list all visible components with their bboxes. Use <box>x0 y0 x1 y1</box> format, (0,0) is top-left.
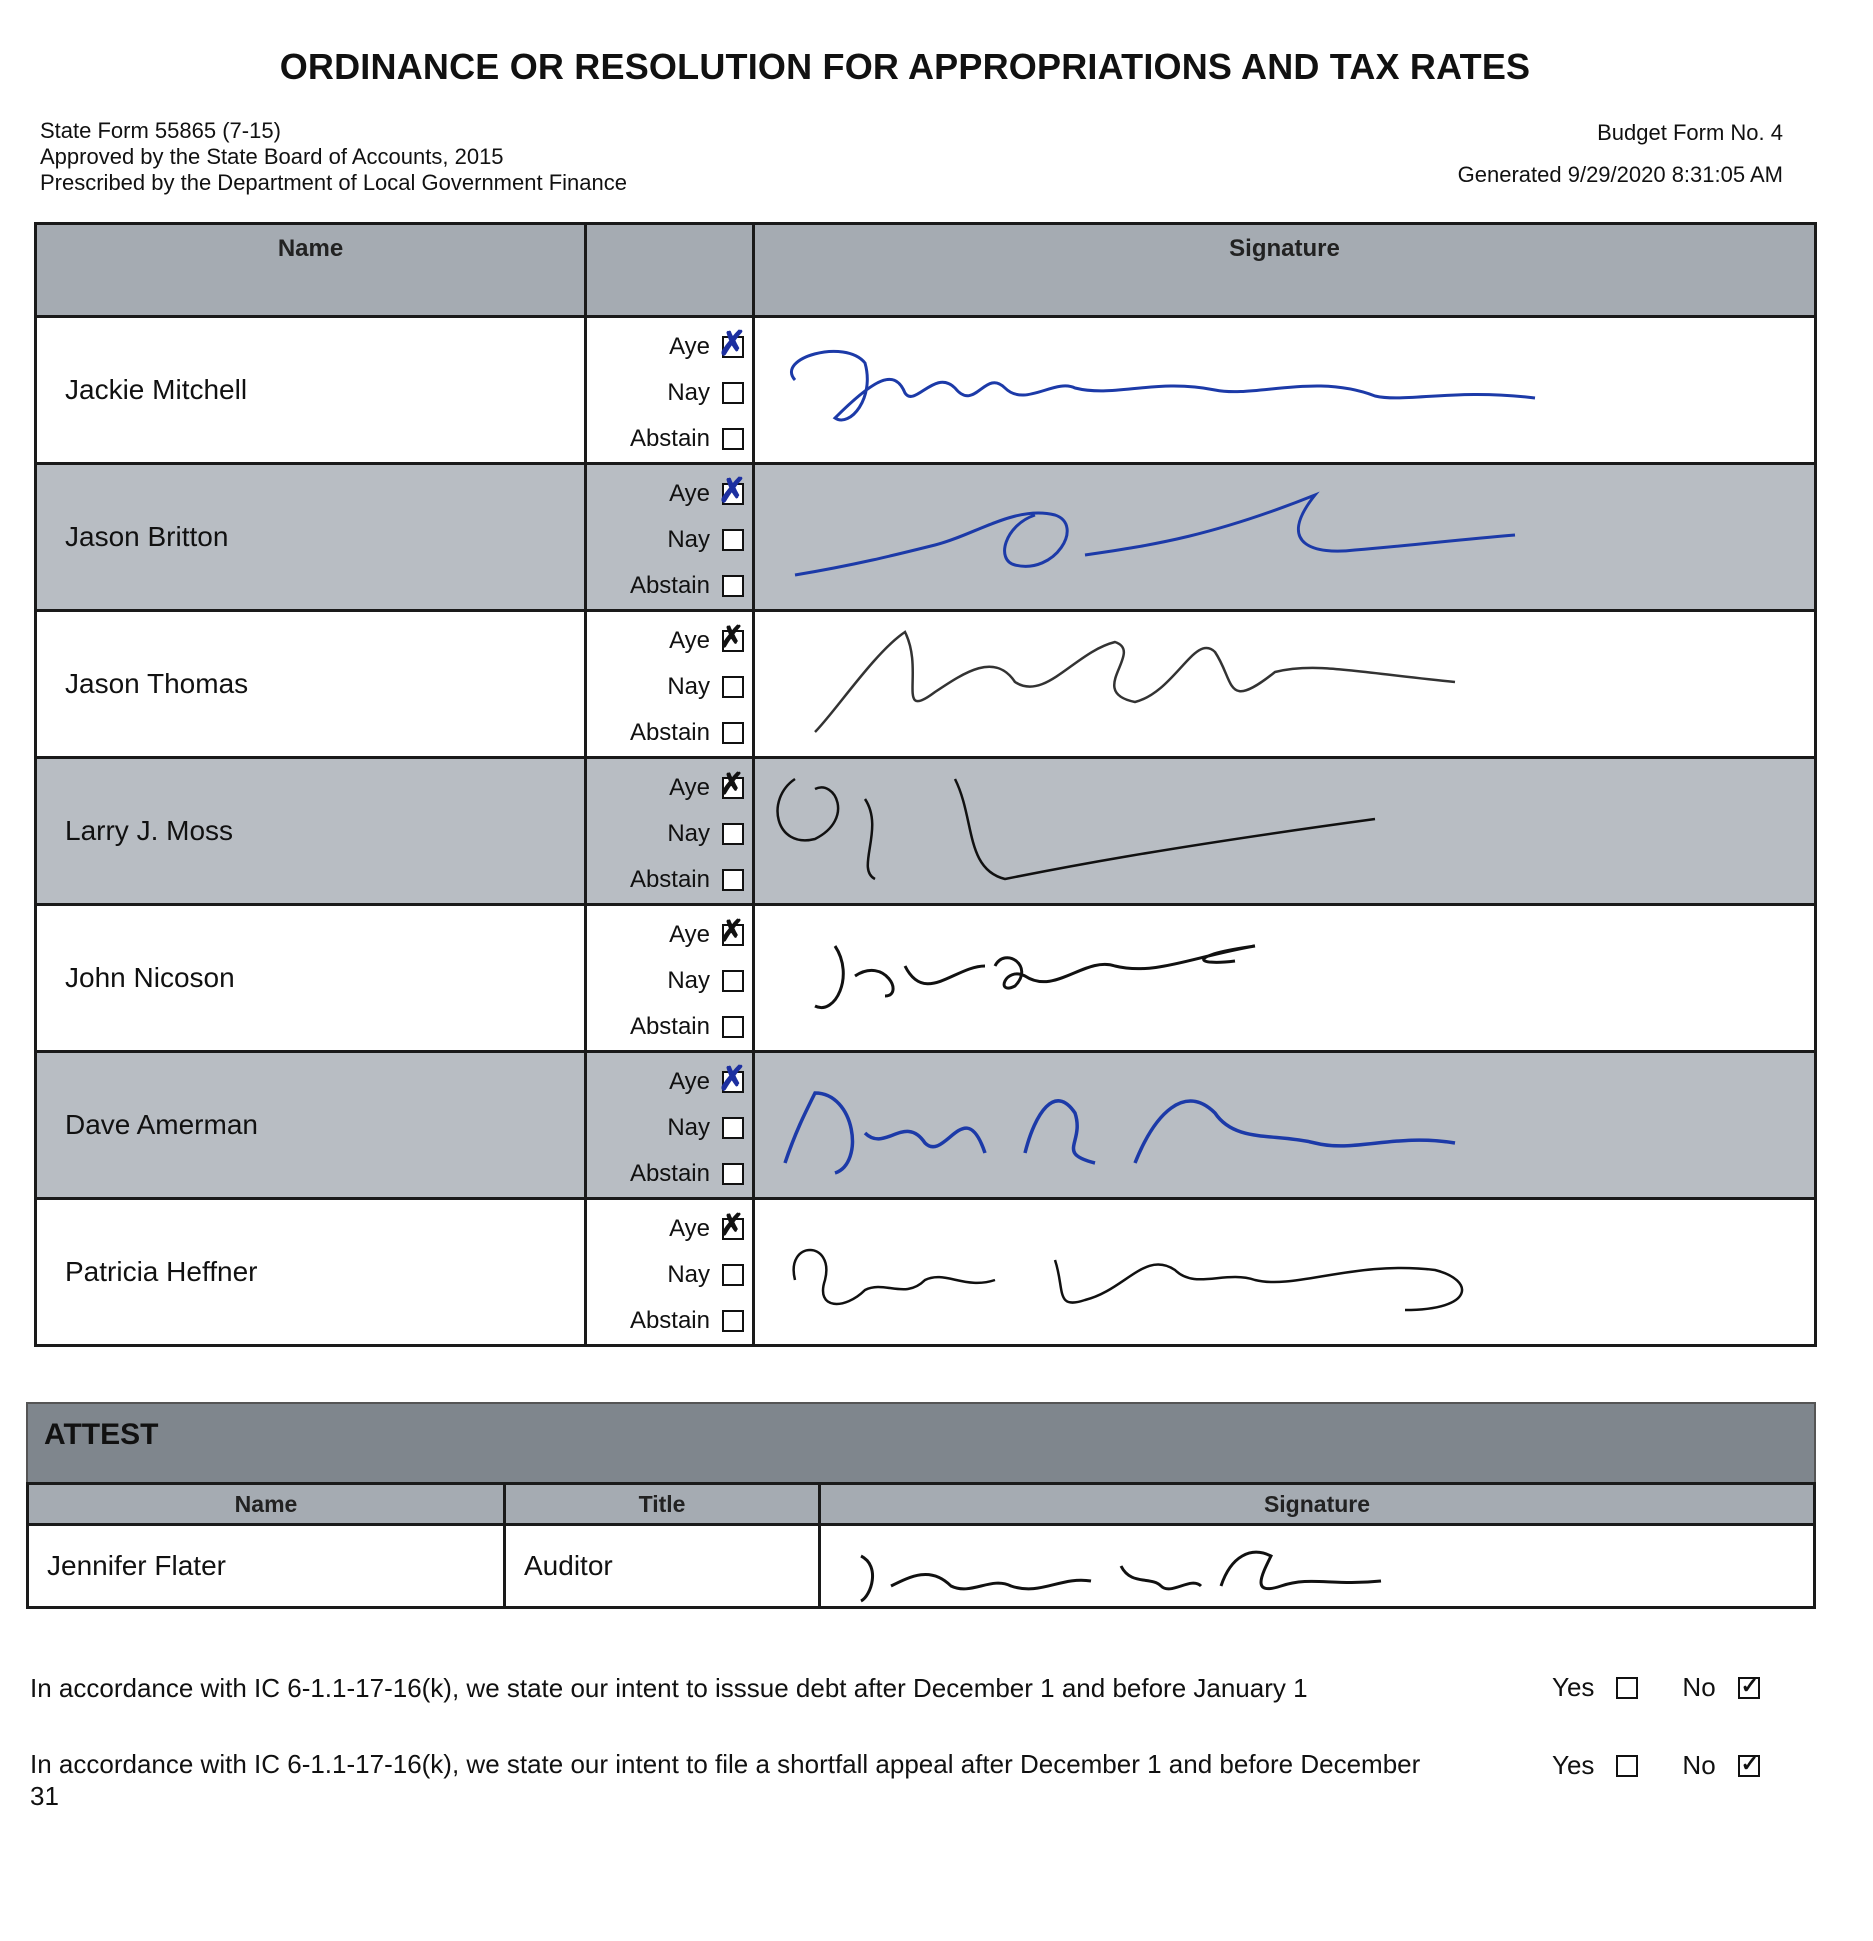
nay-label: Nay <box>667 820 710 847</box>
nay-label: Nay <box>667 526 710 553</box>
nay-checkbox[interactable] <box>722 1264 744 1286</box>
state-form-number: State Form 55865 (7-15) <box>40 118 281 143</box>
nay-checkbox[interactable] <box>722 529 744 551</box>
aye-checkbox[interactable] <box>722 630 744 652</box>
aye-checkbox[interactable] <box>722 924 744 946</box>
vote-options <box>587 759 755 903</box>
signature-image <box>755 318 1805 462</box>
aye-label: Aye <box>669 774 710 801</box>
vote-row <box>37 318 1814 465</box>
no-checkbox[interactable] <box>1738 1677 1760 1699</box>
attest-table-header <box>29 1485 1813 1526</box>
attest-row <box>29 1526 1813 1606</box>
nay-checkbox[interactable] <box>722 970 744 992</box>
abstain-checkbox[interactable] <box>722 575 744 597</box>
nay-label: Nay <box>667 673 710 700</box>
vote-table <box>34 222 1817 1347</box>
abstain-label: Abstain <box>629 425 710 452</box>
abstain-checkbox[interactable] <box>722 1016 744 1038</box>
aye-label: Aye <box>669 1068 710 1095</box>
nay-checkbox[interactable] <box>722 1117 744 1139</box>
yes-checkbox[interactable] <box>1616 1755 1638 1777</box>
abstain-checkbox[interactable] <box>722 1163 744 1185</box>
signature-cell <box>755 906 1814 1050</box>
attest-signature-cell <box>821 1526 1813 1606</box>
vote-row <box>37 612 1814 759</box>
member-name: Jason Thomas <box>37 612 587 756</box>
abstain-label: Abstain <box>629 1160 710 1187</box>
signature-cell <box>755 612 1814 756</box>
aye-checkbox[interactable] <box>722 1071 744 1093</box>
approval-note: Approved by the State Board of Accounts, 2015 <box>40 144 504 169</box>
vote-options <box>587 1200 755 1344</box>
attest-name: Jennifer Flater <box>29 1526 506 1606</box>
vote-options <box>587 906 755 1050</box>
nay-label: Nay <box>667 967 710 994</box>
budget-form-number: Budget Form No. 4 <box>1597 120 1783 145</box>
intent-debt-text: In accordance with IC 6-1.1-17-16(k), we state our intent to isssue debt after December 1 and before January 1 <box>30 1673 1308 1703</box>
aye-checkbox[interactable] <box>722 336 744 358</box>
vote-row <box>37 1053 1814 1200</box>
vote-options <box>587 612 755 756</box>
attest-header-name: Name <box>29 1485 506 1523</box>
signature-image <box>755 1200 1805 1344</box>
signature-image <box>755 1053 1805 1197</box>
form-title: ORDINANCE OR RESOLUTION FOR APPROPRIATIONS AND TAX RATES <box>279 46 1531 87</box>
form-info <box>1458 112 1783 196</box>
prescribed-note: Prescribed by the Department of Local Government Finance <box>40 170 627 195</box>
nay-label: Nay <box>667 379 710 406</box>
nay-checkbox[interactable] <box>722 676 744 698</box>
signature-cell <box>755 759 1814 903</box>
abstain-label: Abstain <box>629 866 710 893</box>
member-name: Larry J. Moss <box>37 759 587 903</box>
attest-header-signature: Signature <box>1263 1491 1371 1517</box>
no-label: No <box>1682 1672 1716 1702</box>
attest-table <box>26 1482 1816 1609</box>
attest-title-value: Auditor <box>506 1526 821 1606</box>
member-name: Patricia Heffner <box>37 1200 587 1344</box>
member-name: John Nicoson <box>37 906 587 1050</box>
signature-cell <box>755 318 1814 462</box>
form-metadata <box>40 118 627 196</box>
no-checkbox[interactable] <box>1738 1755 1760 1777</box>
aye-label: Aye <box>669 921 710 948</box>
abstain-checkbox[interactable] <box>722 722 744 744</box>
signature-image <box>755 759 1805 903</box>
signature-cell <box>755 1200 1814 1344</box>
nay-label: Nay <box>667 1114 710 1141</box>
attest-section-title <box>26 1402 1816 1484</box>
nay-checkbox[interactable] <box>722 823 744 845</box>
abstain-label: Abstain <box>629 1307 710 1334</box>
signature-image <box>755 612 1805 756</box>
intent-debt-choice <box>1552 1672 1804 1703</box>
abstain-checkbox[interactable] <box>722 428 744 450</box>
yes-checkbox[interactable] <box>1616 1677 1638 1699</box>
header-signature: Signature <box>1229 235 1340 262</box>
signature-cell <box>755 465 1814 609</box>
no-label: No <box>1682 1750 1716 1780</box>
aye-checkbox[interactable] <box>722 1218 744 1240</box>
vote-row <box>37 465 1814 612</box>
nay-checkbox[interactable] <box>722 382 744 404</box>
signature-image <box>821 1526 1521 1606</box>
yes-label: Yes <box>1552 1672 1595 1702</box>
header-name: Name <box>37 225 587 315</box>
abstain-checkbox[interactable] <box>722 869 744 891</box>
attest-header-title: Title <box>506 1485 821 1523</box>
aye-checkbox[interactable] <box>722 777 744 799</box>
vote-table-header <box>37 225 1814 318</box>
aye-label: Aye <box>669 333 710 360</box>
signature-image <box>755 906 1805 1050</box>
yes-label: Yes <box>1552 1750 1595 1780</box>
aye-label: Aye <box>669 480 710 507</box>
vote-row <box>37 906 1814 1053</box>
intent-shortfall-text: In accordance with IC 6-1.1-17-16(k), we state our intent to file a shortfall appeal after December 1 and before December 31 <box>30 1749 1421 1811</box>
abstain-label: Abstain <box>629 1013 710 1040</box>
member-name: Dave Amerman <box>37 1053 587 1197</box>
abstain-checkbox[interactable] <box>722 1310 744 1332</box>
abstain-label: Abstain <box>629 719 710 746</box>
member-name: Jackie Mitchell <box>37 318 587 462</box>
vote-row <box>37 759 1814 906</box>
generated-timestamp: Generated 9/29/2020 8:31:05 AM <box>1457 162 1783 187</box>
vote-row <box>37 1200 1814 1344</box>
vote-options <box>587 465 755 609</box>
signature-image <box>755 465 1805 609</box>
intent-shortfall-choice <box>1552 1750 1804 1781</box>
nay-label: Nay <box>667 1261 710 1288</box>
aye-label: Aye <box>669 1215 710 1242</box>
aye-checkbox[interactable] <box>722 483 744 505</box>
vote-options <box>587 318 755 462</box>
abstain-label: Abstain <box>629 572 710 599</box>
member-name: Jason Britton <box>37 465 587 609</box>
vote-options <box>587 1053 755 1197</box>
attest-title: ATTEST <box>44 1418 159 1451</box>
aye-label: Aye <box>669 627 710 654</box>
signature-cell <box>755 1053 1814 1197</box>
header-vote <box>587 225 755 315</box>
